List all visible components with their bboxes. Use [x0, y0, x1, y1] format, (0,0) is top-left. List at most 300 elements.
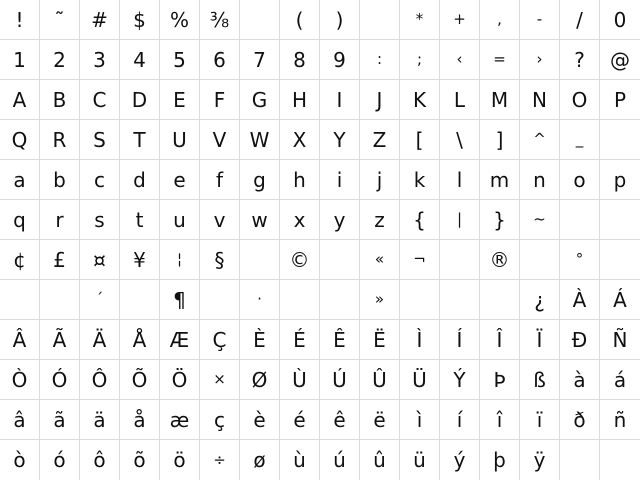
glyph-cell: [80, 320, 120, 360]
glyph-cell: [440, 440, 480, 480]
glyph-character: %: [169, 7, 189, 32]
glyph-cell-empty: [600, 240, 640, 280]
glyph-cell-empty: [400, 280, 440, 320]
glyph-character: Ð: [571, 327, 588, 352]
glyph-cell-empty: [480, 280, 520, 320]
glyph-cell: [200, 40, 240, 80]
glyph-character: K: [412, 87, 427, 112]
glyph-cell: [200, 240, 240, 280]
glyph-cell: [320, 0, 360, 40]
glyph-cell: [440, 160, 480, 200]
glyph-character: X: [292, 127, 307, 152]
glyph-cell-empty: [120, 280, 160, 320]
glyph-character: î: [496, 407, 503, 432]
glyph-character: I: [336, 87, 343, 112]
glyph-character: 5: [173, 47, 186, 72]
glyph-cell: [360, 80, 400, 120]
glyph-cell: [440, 320, 480, 360]
glyph-cell: [40, 160, 80, 200]
glyph-cell: [0, 400, 40, 440]
glyph-character: ^: [533, 130, 546, 148]
glyph-character: Ì: [416, 327, 423, 352]
glyph-cell: [360, 400, 400, 440]
glyph-cell: [280, 360, 320, 400]
glyph-character: W: [249, 127, 270, 152]
glyph-character: à: [573, 367, 586, 392]
glyph-character: [: [415, 127, 424, 152]
glyph-character: q: [13, 207, 26, 232]
glyph-cell: [200, 320, 240, 360]
glyph-cell: [80, 200, 120, 240]
glyph-character: ã: [53, 407, 66, 432]
glyph-character: Â: [12, 327, 27, 352]
glyph-cell: [360, 280, 400, 320]
glyph-character: á: [613, 367, 627, 392]
glyph-cell: [160, 240, 200, 280]
glyph-character: ñ: [613, 407, 627, 432]
glyph-cell: [80, 280, 120, 320]
glyph-cell: [600, 280, 640, 320]
glyph-cell-empty: [240, 0, 280, 40]
glyph-cell: [360, 360, 400, 400]
glyph-cell-empty: [200, 280, 240, 320]
glyph-cell: [0, 320, 40, 360]
glyph-cell-empty: [320, 240, 360, 280]
glyph-cell: [280, 240, 320, 280]
glyph-cell: [520, 0, 560, 40]
glyph-cell: [440, 360, 480, 400]
glyph-character: 9: [333, 47, 346, 72]
glyph-character: ¦: [176, 250, 183, 268]
glyph-character: }: [493, 207, 506, 232]
glyph-character: i: [336, 167, 343, 192]
glyph-cell: [600, 320, 640, 360]
glyph-cell: [440, 80, 480, 120]
glyph-cell: [40, 440, 80, 480]
glyph-character: ¶: [173, 287, 186, 312]
glyph-cell: [320, 200, 360, 240]
glyph-character: 4: [133, 47, 146, 72]
glyph-character: @: [610, 47, 630, 72]
glyph-character: ê: [333, 407, 346, 432]
glyph-cell: [160, 280, 200, 320]
glyph-character: B: [52, 87, 67, 112]
glyph-character: *: [415, 10, 424, 28]
glyph-character: §: [214, 247, 225, 272]
glyph-character: f: [215, 167, 224, 192]
glyph-cell: [160, 400, 200, 440]
glyph-cell: [480, 0, 520, 40]
glyph-cell: [40, 360, 80, 400]
glyph-character: â: [13, 407, 26, 432]
glyph-cell: [560, 40, 600, 80]
glyph-character: ä: [93, 407, 106, 432]
glyph-character: /: [576, 7, 583, 32]
glyph-cell: [40, 40, 80, 80]
glyph-cell: [600, 160, 640, 200]
glyph-character: é: [293, 407, 306, 432]
glyph-cell: [280, 80, 320, 120]
glyph-cell: [120, 0, 160, 40]
glyph-character: U: [172, 127, 187, 152]
glyph-character: $: [133, 7, 146, 32]
glyph-cell: [200, 80, 240, 120]
glyph-character: 8: [293, 47, 306, 72]
glyph-cell: [200, 440, 240, 480]
glyph-cell: [280, 0, 320, 40]
glyph-cell: [0, 240, 40, 280]
glyph-character: Þ: [493, 367, 506, 392]
glyph-character: k: [413, 167, 426, 192]
glyph-character: 0: [613, 7, 627, 32]
glyph-character: s: [94, 207, 105, 232]
glyph-character: Û: [372, 367, 387, 392]
glyph-cell: [400, 200, 440, 240]
glyph-character: Ú: [332, 367, 347, 392]
glyph-character: R: [52, 127, 67, 152]
glyph-character: Ã: [52, 327, 67, 352]
glyph-character: 7: [253, 47, 266, 72]
glyph-cell: [320, 400, 360, 440]
glyph-cell-empty: [440, 240, 480, 280]
glyph-cell: [160, 40, 200, 80]
glyph-cell: [40, 80, 80, 120]
glyph-character: ?: [574, 47, 585, 72]
glyph-cell: [400, 80, 440, 120]
glyph-character: Ü: [412, 367, 427, 392]
glyph-cell: [240, 280, 280, 320]
glyph-character: g: [253, 167, 266, 192]
glyph-character: í: [456, 407, 463, 432]
glyph-character: ¬: [413, 250, 426, 268]
glyph-cell: [520, 40, 560, 80]
glyph-cell: [80, 120, 120, 160]
glyph-cell: [360, 200, 400, 240]
glyph-cell: [320, 80, 360, 120]
glyph-cell: [480, 240, 520, 280]
glyph-character: ‹: [456, 50, 463, 68]
glyph-cell: [0, 200, 40, 240]
glyph-cell-empty: [40, 280, 80, 320]
glyph-cell: [240, 120, 280, 160]
glyph-cell: [520, 280, 560, 320]
glyph-character: £: [53, 247, 66, 272]
glyph-cell: [280, 400, 320, 440]
glyph-character: +: [453, 10, 466, 28]
glyph-character: °: [575, 250, 584, 268]
glyph-character: ö: [173, 448, 186, 472]
glyph-cell: [200, 120, 240, 160]
glyph-character: å: [133, 407, 146, 432]
glyph-cell: [120, 40, 160, 80]
glyph-cell: [0, 360, 40, 400]
glyph-character: ÷: [213, 450, 226, 469]
glyph-cell: [40, 120, 80, 160]
glyph-character: õ: [133, 448, 146, 472]
glyph-cell: [360, 240, 400, 280]
glyph-character: ë: [373, 407, 386, 432]
glyph-character: Æ: [169, 327, 190, 352]
glyph-character: ×: [213, 370, 226, 388]
glyph-cell-empty: [600, 440, 640, 480]
glyph-cell: [80, 80, 120, 120]
glyph-character: \: [456, 127, 463, 152]
glyph-cell: [160, 160, 200, 200]
glyph-character: »: [374, 290, 385, 308]
glyph-character: ´: [95, 290, 104, 308]
glyph-cell: [400, 360, 440, 400]
glyph-character: Z: [372, 127, 387, 152]
glyph-character: û: [373, 448, 386, 472]
glyph-cell: [480, 40, 520, 80]
glyph-character: Á: [613, 287, 627, 312]
glyph-character: 3: [93, 47, 106, 72]
glyph-character: Ö: [171, 367, 188, 392]
glyph-character: !: [15, 7, 24, 32]
glyph-cell: [240, 80, 280, 120]
glyph-cell-empty: [240, 240, 280, 280]
glyph-character: y: [333, 207, 346, 232]
glyph-cell: [120, 200, 160, 240]
glyph-cell: [280, 40, 320, 80]
glyph-cell: [200, 160, 240, 200]
glyph-cell: [520, 440, 560, 480]
glyph-cell: [440, 120, 480, 160]
glyph-character: ¢: [13, 247, 26, 272]
glyph-character: ø: [253, 448, 266, 472]
glyph-cell: [80, 160, 120, 200]
glyph-cell: [600, 80, 640, 120]
glyph-cell: [440, 400, 480, 440]
glyph-cell: [40, 240, 80, 280]
glyph-character: S: [93, 127, 106, 152]
glyph-cell: [80, 440, 120, 480]
glyph-character: È: [253, 327, 266, 352]
glyph-cell: [0, 40, 40, 80]
glyph-cell: [520, 120, 560, 160]
glyph-character: t: [135, 207, 144, 232]
glyph-cell: [120, 440, 160, 480]
glyph-cell: [120, 400, 160, 440]
glyph-cell: [440, 0, 480, 40]
glyph-cell: [120, 240, 160, 280]
glyph-character: ò: [13, 448, 26, 472]
glyph-cell: [160, 360, 200, 400]
glyph-character: F: [213, 87, 226, 112]
glyph-character: «: [374, 250, 385, 268]
glyph-cell: [0, 120, 40, 160]
glyph-character: |: [456, 210, 463, 228]
glyph-cell: [200, 0, 240, 40]
glyph-cell: [240, 400, 280, 440]
glyph-character: ú: [333, 448, 346, 472]
glyph-cell: [440, 40, 480, 80]
glyph-cell: [400, 0, 440, 40]
glyph-cell: [240, 440, 280, 480]
glyph-character: z: [374, 207, 385, 232]
glyph-character: J: [376, 87, 383, 112]
glyph-character: M: [490, 87, 509, 112]
glyph-character: p: [613, 167, 627, 192]
glyph-character: Ù: [292, 367, 307, 392]
glyph-cell: [520, 360, 560, 400]
glyph-cell-empty: [280, 280, 320, 320]
glyph-cell: [0, 80, 40, 120]
glyph-character: L: [453, 87, 466, 112]
glyph-cell: [480, 320, 520, 360]
glyph-character: w: [251, 207, 268, 232]
glyph-character: P: [613, 87, 627, 112]
glyph-cell: [120, 80, 160, 120]
glyph-character: ⅜: [209, 7, 230, 32]
glyph-character: ©: [289, 247, 310, 272]
glyph-cell: [120, 320, 160, 360]
glyph-character: ˜: [54, 7, 65, 32]
glyph-cell: [480, 160, 520, 200]
glyph-character: ,: [497, 10, 502, 28]
glyph-character: Ô: [91, 367, 108, 392]
glyph-character: ¤: [93, 247, 106, 272]
glyph-cell: [600, 40, 640, 80]
glyph-character: Ä: [92, 327, 107, 352]
glyph-cell-empty: [520, 240, 560, 280]
glyph-cell: [280, 120, 320, 160]
glyph-character: c: [94, 167, 105, 192]
glyph-cell: [480, 440, 520, 480]
glyph-cell-empty: [600, 120, 640, 160]
glyph-cell: [160, 200, 200, 240]
glyph-cell: [520, 80, 560, 120]
glyph-character: ¿: [534, 287, 545, 312]
glyph-character: :: [376, 50, 383, 68]
glyph-character: j: [376, 167, 383, 192]
glyph-character: Ø: [251, 367, 268, 392]
glyph-cell: [360, 160, 400, 200]
glyph-character: N: [532, 87, 547, 112]
glyph-character: #: [91, 7, 108, 32]
glyph-cell: [160, 320, 200, 360]
glyph-character: Ë: [373, 327, 386, 352]
glyph-cell: [80, 40, 120, 80]
glyph-character: T: [133, 127, 146, 152]
glyph-character: n: [533, 167, 546, 192]
glyph-cell: [480, 120, 520, 160]
glyph-character: ]: [495, 127, 504, 152]
glyph-cell: [360, 120, 400, 160]
glyph-character: a: [13, 167, 26, 192]
glyph-cell: [560, 280, 600, 320]
glyph-character: h: [293, 167, 306, 192]
glyph-character: b: [53, 167, 66, 192]
glyph-cell: [120, 160, 160, 200]
glyph-character: Î: [496, 327, 503, 352]
glyph-cell: [120, 120, 160, 160]
glyph-cell: [480, 360, 520, 400]
glyph-cell-empty: [560, 440, 600, 480]
glyph-character: Y: [333, 127, 346, 152]
glyph-character: Ò: [11, 367, 28, 392]
glyph-character: d: [133, 167, 146, 192]
glyph-cell-empty: [440, 280, 480, 320]
glyph-cell: [280, 200, 320, 240]
glyph-cell: [320, 160, 360, 200]
glyph-character: r: [55, 207, 64, 232]
glyph-cell: [320, 360, 360, 400]
glyph-character: ï: [536, 407, 543, 432]
glyph-character: e: [173, 167, 186, 192]
glyph-character: ç: [214, 407, 225, 432]
glyph-character: =: [493, 50, 506, 68]
glyph-character: u: [173, 207, 186, 232]
glyph-cell: [200, 200, 240, 240]
glyph-cell: [480, 80, 520, 120]
glyph-cell: [480, 400, 520, 440]
glyph-cell: [320, 40, 360, 80]
glyph-cell: [240, 320, 280, 360]
glyph-cell: [560, 0, 600, 40]
glyph-cell: [400, 160, 440, 200]
glyph-cell: [240, 160, 280, 200]
glyph-character: Ê: [333, 327, 346, 352]
glyph-cell: [400, 240, 440, 280]
glyph-cell: [200, 360, 240, 400]
glyph-character: l: [456, 167, 463, 192]
glyph-cell: [560, 360, 600, 400]
glyph-cell: [0, 440, 40, 480]
glyph-character: ·: [257, 290, 262, 308]
glyph-cell: [0, 160, 40, 200]
glyph-cell-empty: [560, 200, 600, 240]
glyph-cell: [280, 440, 320, 480]
glyph-character: C: [92, 87, 107, 112]
glyph-cell: [400, 320, 440, 360]
glyph-character: Ý: [453, 367, 466, 392]
glyph-cell-empty: [320, 280, 360, 320]
glyph-cell: [80, 360, 120, 400]
glyph-character: þ: [493, 448, 506, 472]
glyph-character: ›: [536, 50, 543, 68]
glyph-character: O: [571, 87, 588, 112]
glyph-character: ): [335, 7, 344, 32]
glyph-character: ;: [416, 50, 423, 68]
glyph-cell-empty: [0, 280, 40, 320]
glyph-cell: [240, 360, 280, 400]
glyph-cell: [400, 40, 440, 80]
glyph-character: o: [573, 167, 586, 192]
glyph-cell: [160, 440, 200, 480]
glyph-character: Õ: [131, 367, 148, 392]
glyph-cell-empty: [360, 0, 400, 40]
glyph-character: v: [213, 207, 226, 232]
glyph-cell: [400, 400, 440, 440]
glyph-character: ®: [489, 247, 510, 272]
glyph-character: {: [413, 207, 426, 232]
glyph-character: Í: [456, 327, 463, 352]
glyph-cell: [160, 120, 200, 160]
glyph-cell: [240, 40, 280, 80]
glyph-cell-empty: [600, 200, 640, 240]
glyph-character: 2: [53, 47, 66, 72]
glyph-cell: [80, 240, 120, 280]
glyph-cell: [360, 440, 400, 480]
glyph-cell: [440, 200, 480, 240]
glyph-cell: [400, 440, 440, 480]
glyph-cell: [320, 320, 360, 360]
glyph-cell: [560, 240, 600, 280]
glyph-cell: [560, 160, 600, 200]
glyph-cell: [520, 160, 560, 200]
glyph-character: ß: [533, 367, 546, 392]
